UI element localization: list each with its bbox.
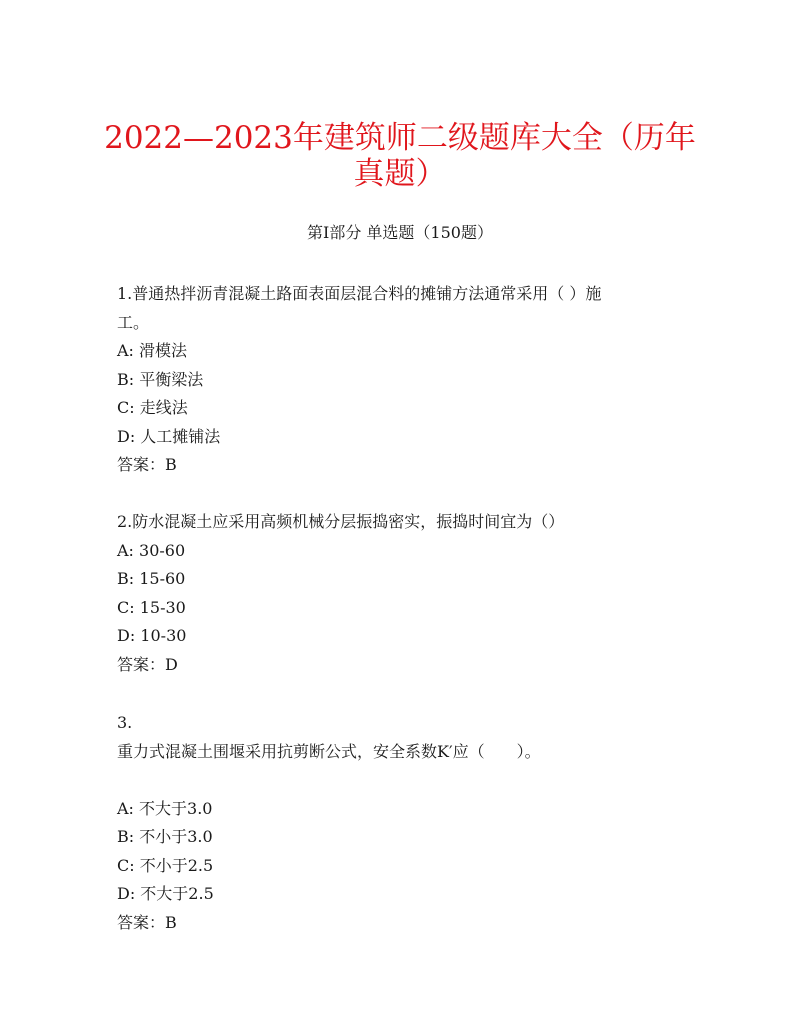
option-d: D: 不大于2.5 (117, 884, 214, 903)
option-c: C: 不小于2.5 (117, 855, 214, 875)
question-stem-line: 2.防水混凝土应采用高频机械分层振捣密实，振捣时间宜为（） (117, 512, 565, 531)
option-b: B: 15-60 (117, 569, 186, 588)
option-b: B: 不小于3.0 (117, 827, 213, 846)
option-d: D: 人工摊铺法 (117, 426, 221, 446)
option-a: A: 不大于3.0 (117, 798, 213, 818)
question-stem-line: 重力式混凝土围堰采用抗剪断公式，安全系数K′应（ ）。 (117, 741, 541, 761)
option-a: A: 滑模法 (117, 341, 188, 360)
question-2 (117, 508, 697, 679)
option-a: A: 30-60 (117, 540, 186, 560)
section-heading: 第I部分 单选题（150题） (307, 223, 493, 242)
answer-line: 答案：D (117, 654, 178, 674)
answer-line: 答案：B (117, 455, 177, 474)
question-number: 3. (117, 713, 133, 732)
option-d: D: 10-30 (117, 626, 187, 645)
question-stem-line: 1.普通热拌沥青混凝土路面表面层混合料的摊铺方法通常采用（ ）施 (117, 284, 602, 303)
question-3 (117, 709, 697, 937)
option-b: B: 平衡梁法 (117, 369, 204, 389)
question-1 (117, 280, 697, 480)
document-title: 2022—2023年建筑师二级题库大全（历年真题） (104, 120, 696, 192)
option-c: C: 15-30 (117, 597, 186, 617)
blank-line (117, 766, 697, 795)
option-c: C: 走线法 (117, 398, 188, 417)
answer-line: 答案：B (117, 912, 177, 932)
question-stem-line: 工。 (117, 312, 150, 332)
